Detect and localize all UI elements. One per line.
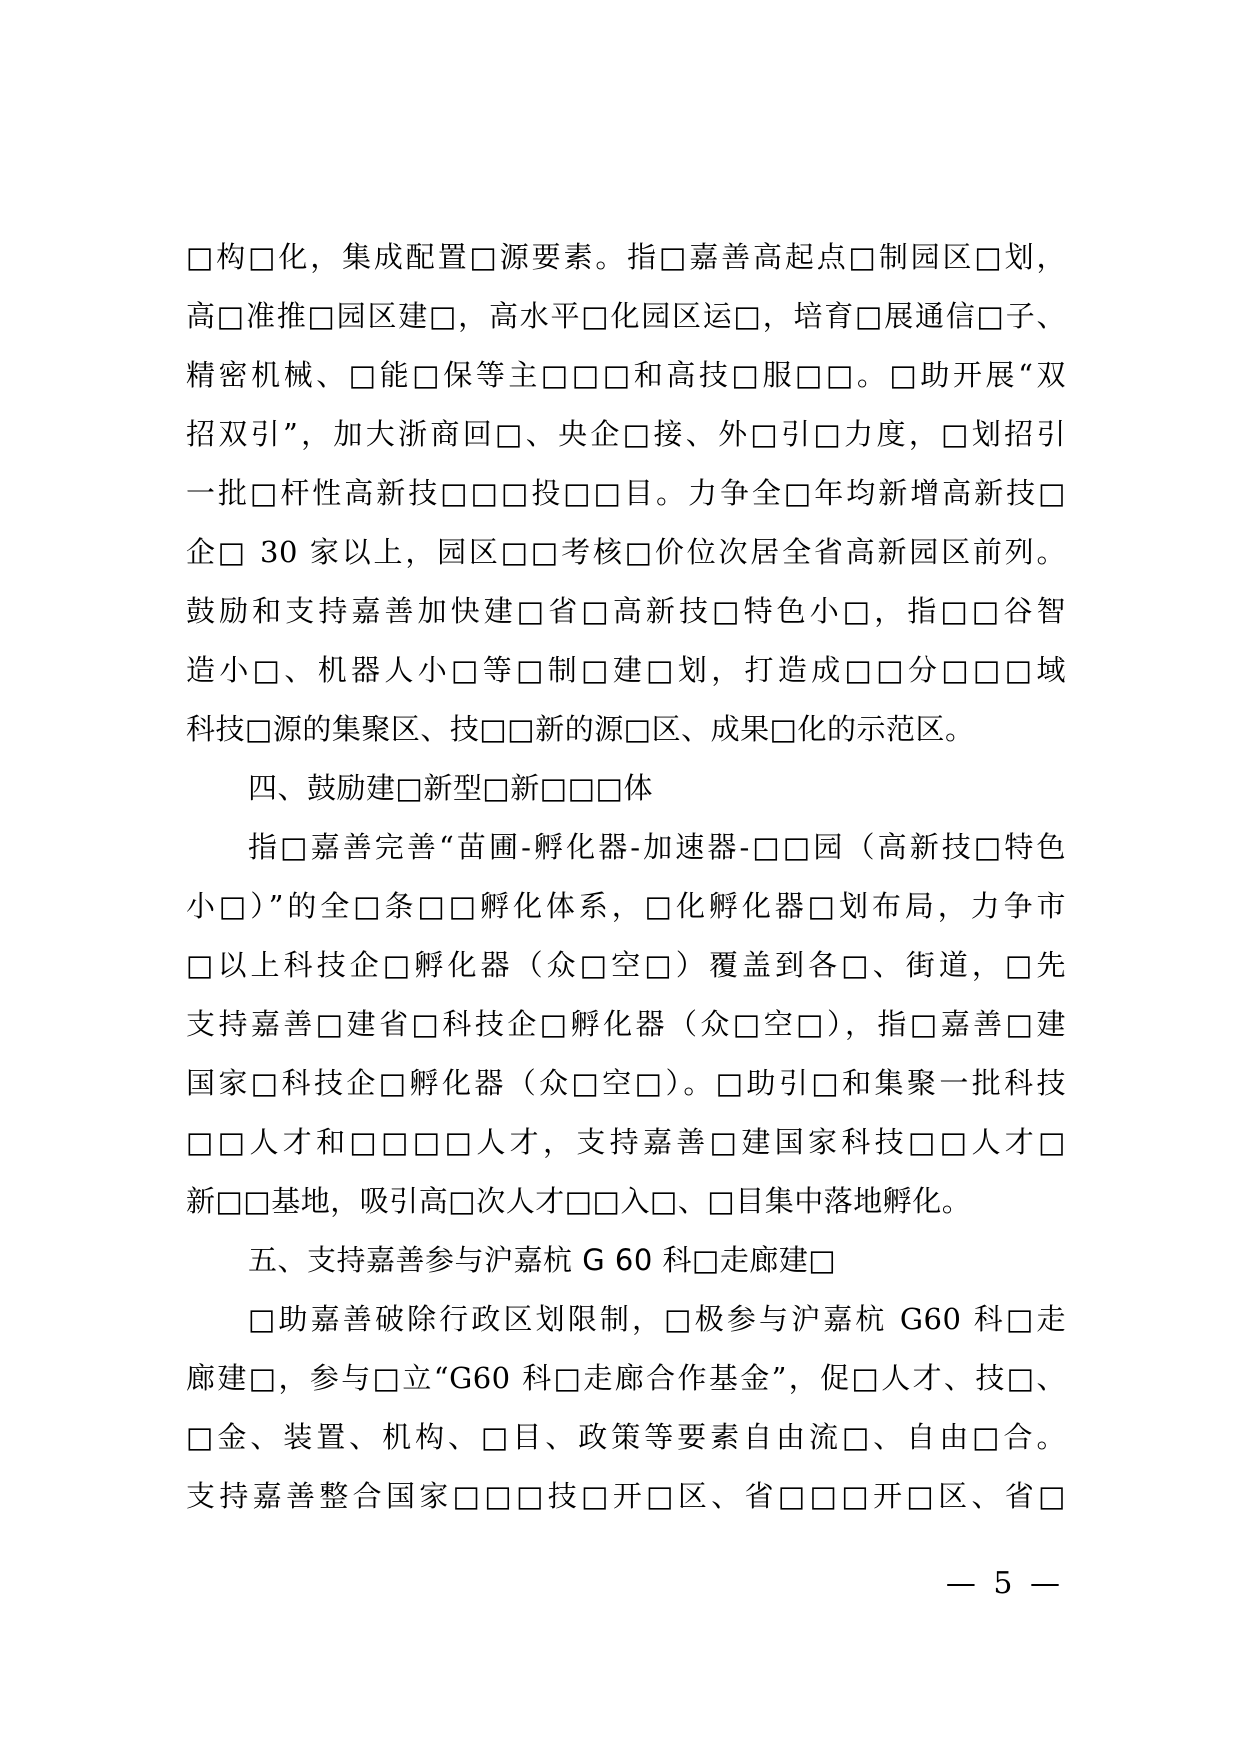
text-line: 廊建□，参与□立“G60 科□走廊合作基金”，促□人才、技□、: [186, 1361, 1066, 1395]
text-line: 小□）”的全□条□□孵化体系，□化孵化器□划布局，力争市: [186, 889, 1066, 923]
text-line: 高□准推□园区建□，高水平□化园区运□，培育□展通信□子、: [186, 299, 1066, 333]
text-line: 招双引”，加大浙商回□、央企□接、外□引□力度，□划招引: [186, 417, 1066, 451]
page-number: — 5 —: [945, 1566, 1064, 1601]
text-line: 一批□杆性高新技□□□投□□目。力争全□年均新增高新技□: [186, 476, 1066, 510]
text-line: 企□ 30 家以上，园区□□考核□价位次居全省高新园区前列。: [186, 535, 1066, 569]
text-line: □助嘉善破除行政区划限制，□极参与沪嘉杭 G60 科□走: [248, 1302, 1066, 1336]
text-line: □构□化，集成配置□源要素。指□嘉善高起点□制园区□划，: [186, 240, 1066, 274]
text-line: □□人才和□□□□人才，支持嘉善□建国家科技□□人才□: [186, 1125, 1066, 1159]
text-line: 国家□科技企□孵化器（众□空□）。□助引□和集聚一批科技: [186, 1066, 1066, 1100]
text-line: 支持嘉善□建省□科技企□孵化器（众□空□），指□嘉善□建: [186, 1007, 1066, 1041]
text-line: 精密机械、□能□保等主□□□和高技□服□□。□助开展“双: [186, 358, 1066, 392]
text-line: 科技□源的集聚区、技□□新的源□区、成果□化的示范区。: [186, 712, 975, 746]
text-line: 指□嘉善完善“苗圃-孵化器-加速器-□□园（高新技□特色: [248, 830, 1066, 864]
text-line: 支持嘉善整合国家□□□技□开□区、省□□□开□区、省□: [186, 1479, 1066, 1513]
text-line: □金、装置、机构、□目、政策等要素自由流□、自由□合。: [186, 1420, 1066, 1454]
text-line: 鼓励和支持嘉善加快建□省□高新技□特色小□，指□□谷智: [186, 594, 1066, 628]
body-text: [186, 228, 1066, 1526]
text-line: 造小□、机器人小□等□制□建□划，打造成□□分□□□域: [186, 653, 1066, 687]
text-line: 新□□基地，吸引高□次人才□□入□、□目集中落地孵化。: [186, 1184, 972, 1218]
section-heading-4: 四、鼓励建□新型□新□□□体: [248, 771, 653, 805]
section-heading-5: 五、支持嘉善参与沪嘉杭 G 60 科□走廊建□: [248, 1243, 837, 1277]
text-line: □以上科技企□孵化器（众□空□）覆盖到各□、街道，□先: [186, 948, 1066, 982]
